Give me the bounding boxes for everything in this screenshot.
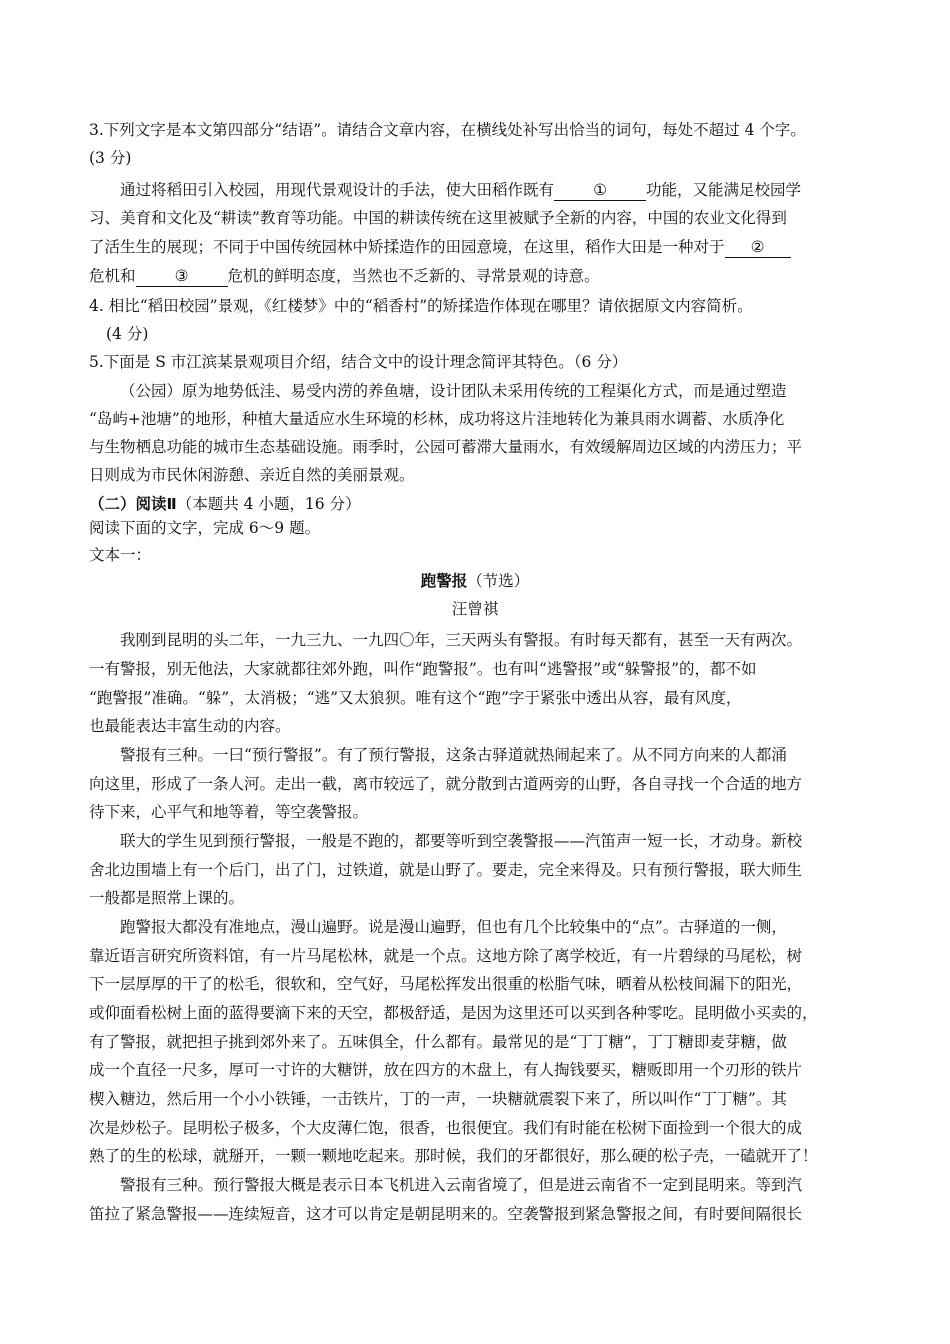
article-line: 一般都是照常上课的。	[89, 889, 245, 907]
answer-blank-1[interactable]: ①	[554, 181, 646, 201]
article-line: 警报有三种。预行警报大概是表示日本飞机进入云南省境了，但是进云南省不一定到昆明来。等到汽	[120, 1176, 803, 1194]
section-note: （本题共 4 小题，16 分）	[176, 495, 361, 513]
q3-text: 危机的鲜明态度，当然也不乏新的、寻常景观的诗意。	[227, 267, 600, 285]
section-title: （二）阅读Ⅱ	[89, 495, 177, 513]
answer-blank-2[interactable]: ②	[725, 238, 791, 258]
article-line: 或仰面看松树上面的蓝得要滴下来的天空，都极舒适，是因为这里还可以买到各种零吃。昆明做小买卖的，	[89, 1004, 818, 1022]
q5-material-line-4: 日则成为市民休闲游憩、亲近自然的美丽景观。	[89, 466, 415, 484]
article-line: 待下来，心平气和地等着，等空袭警报。	[89, 803, 369, 821]
q5-material-line-3: 与生物栖息功能的城市生态基础设施。雨季时，公园可蓄滞大量雨水，有效缓解周边区域的内涝压力；平	[89, 438, 803, 456]
q3-text: 危机和	[89, 267, 136, 285]
article-line: 熟了的生的松球，就掰开，一颗一颗地吃起来。那时候，我们的牙都很好，那么硬的松子壳，一磕就开了！	[89, 1147, 818, 1165]
article-line: 楔入糖边，然后用一个小小铁锤，一击铁片，丁的一声，一块糖就震裂下来了，所以叫作“丁丁糖”。其	[89, 1090, 787, 1108]
article-line: 有了警报，就把担子挑到郊外来了。五味俱全，什么都有。最常见的是“丁丁糖”，丁丁糖即麦芽糖，做	[89, 1033, 787, 1051]
answer-blank-3[interactable]: ③	[136, 267, 228, 287]
article-line: 舍北边围墙上有一个后门，出了门，过铁道，就是山野了。要走，完全来得及。只有预行警报，联大师生	[89, 861, 803, 879]
q3-score: (3 分)	[89, 149, 132, 167]
q4-stem: 4. 相比“稻田校园”景观，《红楼梦》中的“稻香村”的矫揉造作体现在哪里？请依据原文内容简析。	[89, 297, 753, 315]
q3-text: 了活生生的展现；不同于中国传统园林中矫揉造作的田园意境，在这里，稻作大田是一种对于	[89, 238, 725, 256]
q5-material-line-2: “岛屿+池塘”的地形，种植大量适应水生环境的杉林，成功将这片洼地转化为兼具雨水调蓄、水质净化	[89, 410, 785, 428]
article-line: 联大的学生见到预行警报，一般是不跑的，都要等听到空袭警报——汽笛声一短一长，才动身。新校	[120, 832, 803, 850]
article-title-note: （节选）	[467, 572, 530, 590]
q3-passage-line-3	[89, 237, 791, 259]
q3-passage-line-2: 习、美育和文化及“耕读”教育等功能。中国的耕读传统在这里被赋予全新的内容，中国的农业文化得到	[89, 209, 787, 227]
q3-passage-line-1	[120, 180, 801, 202]
text-label: 文本一：	[89, 546, 152, 564]
article-title-main: 跑警报	[420, 572, 468, 590]
q5-stem: 5.下面是 S 市江滨某景观项目介绍，结合文中的设计理念简评其特色。（6 分）	[89, 353, 628, 371]
q3-passage-line-4	[89, 266, 600, 288]
q3-text: 功能，又能满足校园学	[646, 181, 802, 199]
article-line: 一有警报，别无他法，大家就都往郊外跑，叫作“跑警报”。也有叫“逃警报”或“躲警报”的，都不如	[89, 660, 757, 678]
article-line: 也最能表达丰富生动的内容。	[89, 717, 291, 735]
q4-score: (4 分)	[106, 325, 149, 343]
q3-text: 通过将稻田引入校园，用现代景观设计的手法，使大田稻作既有	[120, 181, 555, 199]
article-title	[0, 571, 950, 591]
section-instruction: 阅读下面的文字，完成 6～9 题。	[89, 519, 321, 537]
section-heading	[89, 494, 361, 516]
article-line: 警报有三种。一曰“预行警报”。有了预行警报，这条古驿道就热闹起来了。从不同方向来的人都涌	[120, 746, 787, 764]
article-line: 笛拉了紧急警报——连续短音，这才可以肯定是朝昆明来的。空袭警报到紧急警报之间，有时要间隔很长	[89, 1205, 803, 1223]
article-line: 跑警报大都没有准地点，漫山遍野。说是漫山遍野，但也有几个比较集中的“点”。古驿道的一侧，	[120, 918, 787, 936]
article-line: 靠近语言研究所资料馆，有一片马尾松林，就是一个点。这地方除了离学校近，有一片碧绿的马尾松，树	[89, 947, 803, 965]
article-line: 下一层厚厚的干了的松毛，很软和，空气好，马尾松挥发出很重的松脂气味，晒着从松枝间漏下的阳光，	[89, 975, 803, 993]
q3-stem: 3.下列文字是本文第四部分“结语”。请结合文章内容，在横线处补写出恰当的词句，每处不超过 4 个字。	[89, 121, 806, 139]
article-line: 向这里，形成了一条人河。走出一截，离市较远了，就分散到古道两旁的山野，各自寻找一个合适的地方	[89, 775, 803, 793]
article-line: 我刚到昆明的头二年，一九三九、一九四〇年，三天两头有警报。有时每天都有，甚至一天有两次。	[120, 631, 803, 649]
article-line: “跑警报”准确。“躲”，太消极；“逃”又太狼狈。唯有这个“跑”字于紧张中透出从容，最有风度，	[89, 689, 742, 707]
article-line: 次是炒松子。昆明松子极多，个大皮薄仁饱，很香，也很便宜。我们有时能在松树下面捡到一个很大的成	[89, 1119, 803, 1137]
article-author: 汪曾祺	[451, 600, 499, 618]
article-line: 成一个直径一尺多，厚可一寸许的大糖饼，放在四方的木盘上，有人掏钱要买，糖贩即用一个刃形的铁片	[89, 1061, 803, 1079]
q5-material-line-1: （公园）原为地势低洼、易受内涝的养鱼塘，设计团队未采用传统的工程渠化方式，而是通过塑造	[120, 382, 787, 400]
